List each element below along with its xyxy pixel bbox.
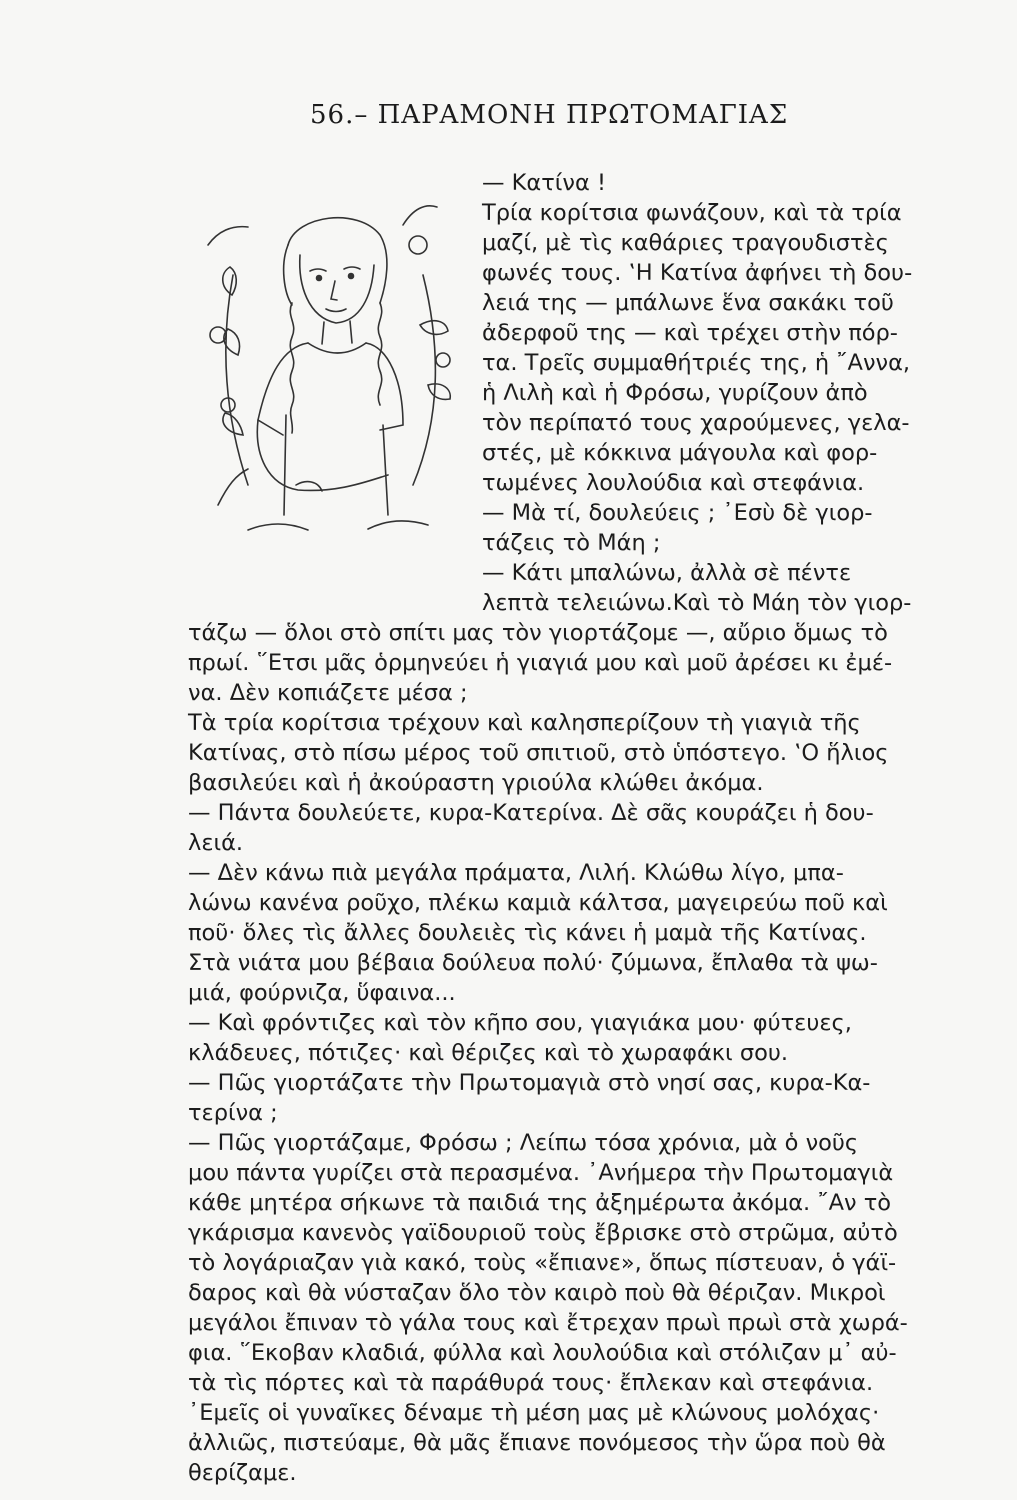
text-line: — Κάτι μπαλώνω, ἀλλὰ σὲ πέντε [482, 560, 852, 586]
text-line: — Κατίνα ! [482, 170, 606, 196]
text-line: — Δὲν κάνω πιὰ μεγάλα πράματα, Λιλή. Κλώθω λίγο, μπα- [188, 860, 844, 886]
text-line: λειά της — μπάλωνε ἕνα σακάκι τοῦ [482, 290, 894, 316]
text-line: μαζί, μὲ τὶς καθάριες τραγουδιστὲς [482, 230, 889, 256]
text-line: τὸν περίπατό τους χαρούμενες, γελα- [482, 410, 910, 436]
text-line: τάζεις τὸ Μάη ; [482, 530, 661, 556]
text-line: — Πῶς γιορτάζατε τὴν Πρωτομαγιὰ στὸ νησί σας, κυρα-Κα- [188, 1070, 871, 1096]
text-line: Στὰ νιάτα μου βέβαια δούλευα πολύ· ζύμωνα, ἔπλαθα τὰ ψω- [188, 950, 878, 976]
text-line: κλάδευες, πότιζες· καὶ θέριζες καὶ τὸ χωραφάκι σου. [188, 1040, 789, 1066]
text-line: τὸ λογάριαζαν γιὰ κακό, τοὺς «ἔπιανε», ὅπως πίστευαν, ὁ γάϊ- [188, 1250, 897, 1276]
text-line: τὰ τὶς πόρτες καὶ τὰ παράθυρά τους· ἔπλεκαν καὶ στεφάνια. [188, 1370, 874, 1396]
text-line: — Πάντα δουλεύετε, κυρα-Κατερίνα. Δὲ σᾶς κουράζει ἡ δου- [188, 800, 874, 826]
text-line: τωμένες λουλούδια καὶ στεφάνια. [482, 470, 865, 496]
text-line: δαρος καὶ θὰ νύσταζαν ὅλο τὸν καιρὸ ποὺ θὰ θέριζαν. Μικροὶ [188, 1280, 886, 1306]
text-line: — Καὶ φρόντιζες καὶ τὸν κῆπο σου, γιαγιάκα μου· φύτευες, [188, 1010, 852, 1036]
text-line: στές, μὲ κόκκινα μάγουλα καὶ φορ- [482, 440, 878, 466]
text-line: μεγάλοι ἔπιναν τὸ γάλα τους καὶ ἔτρεχαν πρωὶ πρωὶ στὰ χωρά- [188, 1310, 908, 1336]
text-line: γκάρισμα κανενὸς γαϊδουριοῦ τοὺς ἔβρισκε στὸ στρῶμα, αὐτὸ [188, 1220, 898, 1246]
text-line: βασιλεύει καὶ ἡ ἀκούραστη γριούλα κλώθει ἀκόμα. [188, 770, 764, 796]
text-line: Τὰ τρία κορίτσια τρέχουν καὶ καλησπερίζουν τὴ γιαγιὰ τῆς [188, 710, 861, 736]
text-line: φωνές τους. ‛Η Κατίνα ἀφήνει τὴ δου- [482, 260, 913, 286]
text-line: — Πῶς γιορτάζαμε, Φρόσω ; Λείπω τόσα χρόνια, μὰ ὁ νοῦς [188, 1130, 859, 1156]
text-line: ἀδερφοῦ της — καὶ τρέχει στὴν πόρ- [482, 320, 898, 346]
text-line: ποῦ· ὅλες τὶς ἄλλες δουλειὲς τὶς κάνει ἡ μαμὰ τῆς Κατίνας. [188, 920, 867, 946]
girl-with-flowers-illustration [188, 185, 473, 550]
chapter-title: 56.– ΠΑΡΑΜΟΝΗ ΠΡΩΤΟΜΑΓΙΑΣ [310, 100, 789, 130]
text-line: Τρία κορίτσια φωνάζουν, καὶ τὰ τρία [482, 200, 902, 226]
text-line: τάζω — ὅλοι στὸ σπίτι μας τὸν γιορτάζομε —, αὔριο ὅμως τὸ [188, 620, 888, 646]
text-line: φια. ῞Εκοβαν κλαδιά, φύλλα καὶ λουλούδια καὶ στόλιζαν μ᾿ αὐ- [188, 1340, 897, 1366]
text-line: θερίζαμε. [188, 1460, 297, 1486]
text-line: λειά. [188, 830, 244, 856]
text-line: κάθε μητέρα σήκωνε τὰ παιδιά της ἀξημέρωτα ἀκόμα. ῎Αν τὸ [188, 1190, 892, 1216]
text-line: τα. Τρεῖς συμμαθήτριές της, ἡ ῎Αννα, [482, 350, 911, 376]
text-line: μου πάντα γυρίζει στὰ περασμένα. ᾿Ανήμερα τὴν Πρωτομαγιὰ [188, 1160, 894, 1186]
text-line: ᾿Εμεῖς οἱ γυναῖκες δέναμε τὴ μέση μας μὲ κλώνους μολόχας· [188, 1400, 880, 1426]
text-line: λώνω κανένα ροῦχο, πλέκω καμιὰ κάλτσα, μαγειρεύω ποῦ καὶ [188, 890, 888, 916]
text-line: μιά, φούρνιζα, ὕφαινα... [188, 980, 456, 1006]
text-line: τερίνα ; [188, 1100, 278, 1126]
text-line: λεπτὰ τελειώνω.Καὶ τὸ Μάη τὸν γιορ- [482, 590, 912, 616]
text-line: ἀλλιῶς, πιστεύαμε, θὰ μᾶς ἔπιανε πονόμεσος τὴν ὥρα ποὺ θὰ [188, 1430, 886, 1456]
text-line: — Μὰ τί, δουλεύεις ; ᾿Εσὺ δὲ γιορ- [482, 500, 873, 526]
text-line: πρωί. ῞Ετσι μᾶς ὁρμηνεύει ἡ γιαγιά μου καὶ μοῦ ἀρέσει κι ἐμέ- [188, 650, 893, 676]
text-line: Κατίνας, στὸ πίσω μέρος τοῦ σπιτιοῦ, στὸ ὑπόστεγο. ‛Ο ἥλιος [188, 740, 889, 766]
text-line: να. Δὲν κοπιάζετε μέσα ; [188, 680, 468, 706]
text-line: ἡ Λιλὴ καὶ ἡ Φρόσω, γυρίζουν ἀπὸ [482, 380, 868, 406]
